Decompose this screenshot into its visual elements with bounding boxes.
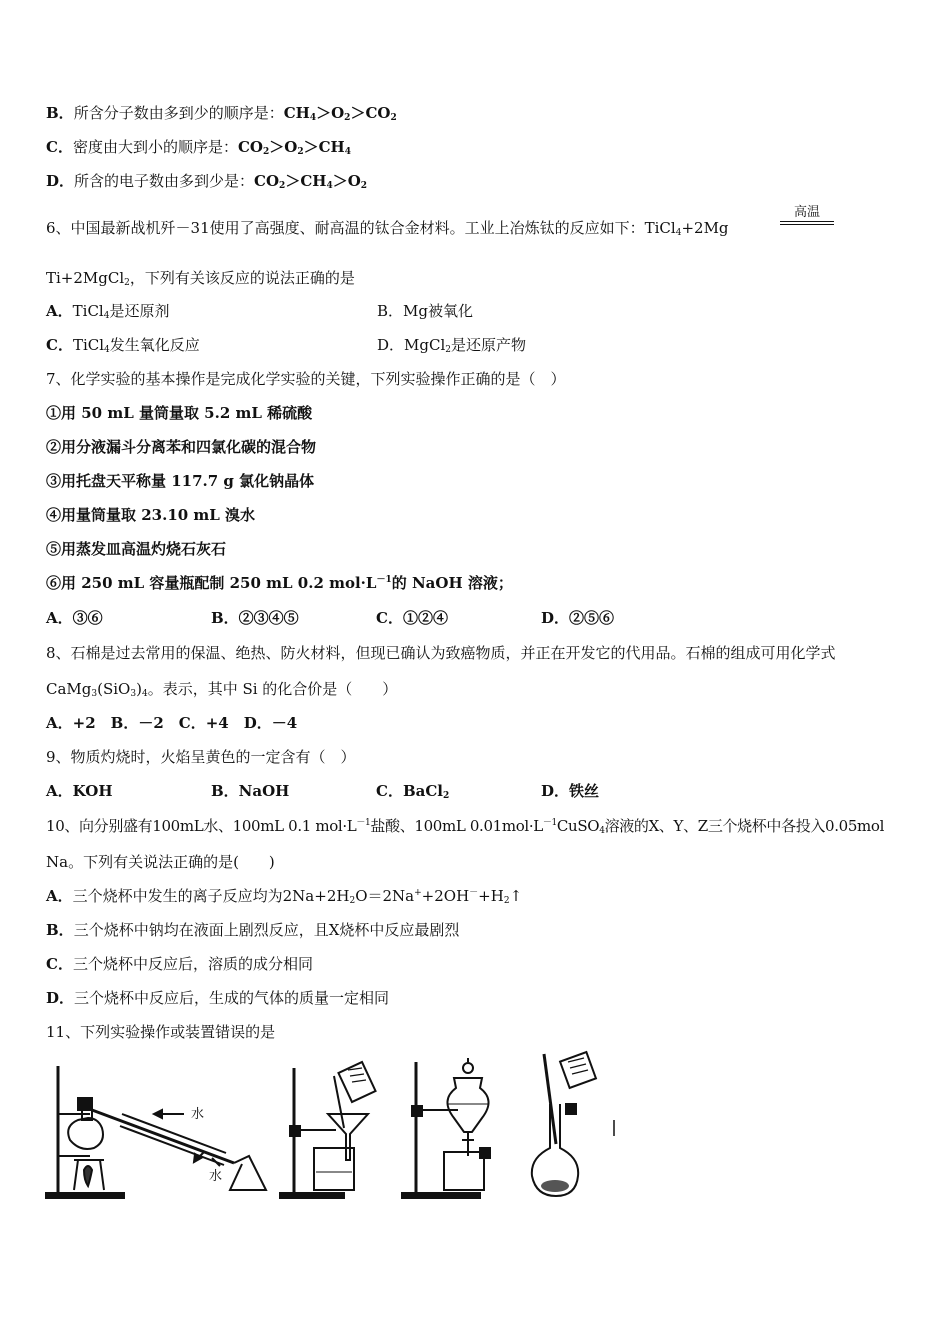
q6-options-row1 [46,301,473,321]
q7-option-a: A．③⑥ [46,609,103,627]
q6-option-b: B．Mg被氧化 [377,302,473,320]
separatory-funnel-apparatus [402,1058,490,1198]
water-inlet-label: 水 [191,1107,205,1122]
q7-item-6: ⑥用 250 mL 容量瓶配制 250 mL 0.2 $mol\cdot L^{-1}$的 NaOH 溶液； [46,574,513,592]
q8-stem: 8、石棉是过去常用的保温、绝热、防火材料，但现已确认为致癌物质，并正在开发它的代用品。石棉的组成可用化学式 [46,644,836,662]
filtration-apparatus [280,1062,376,1198]
q7-stem: 7、化学实验的基本操作是完成化学实验的关键，下列实验操作正确的是（ ） [46,370,566,388]
q7-option-c: C．①②④ [376,609,448,627]
q6-stem: 6、中国最新战机歼－31使用了高强度、耐高温的钛合金材料。工业上冶炼钛的反应如下：TiCl$_4$+2Mg [46,219,729,238]
q7-option-d: D．②⑤⑥ [541,609,615,627]
q8-options: A．+2 B．－2 C．+4 D．－4 [46,714,298,732]
volumetric-flask-apparatus [532,1052,614,1196]
q6-options-row2 [46,335,526,355]
q9-option-d: D．铁丝 [541,782,600,800]
q5-option-b: B．所含分子数由多到少的顺序是：$CH_4>O_2>CO_2$ [46,104,397,123]
q8-formula: $CaMg_3(SiO_3)_4$。表示，其中 Si 的化合价是（ ） [46,680,398,699]
water-outlet-label: 水 [209,1169,223,1184]
q7-item-5: ⑤用蒸发皿高温灼烧石灰石 [46,540,227,558]
q7-item-2: ②用分液漏斗分离苯和四氯化碳的混合物 [46,438,317,456]
q9-option-c: C．BaCl$_2$ [376,782,450,801]
q7-options [46,608,614,628]
q9-stem: 9、物质灼烧时，火焰呈黄色的一定含有（ ） [46,748,356,766]
q5-option-c: C．密度由大到小的顺序是：$CO_2>O_2>CH_4$ [46,138,351,157]
q10-stem: 10、向分别盛有100mL水、100mL 0.1 $mol\cdot L^{-1}$盐酸、100mL $0.01mol\cdot L^{-1}CuSO_4$溶液的X、Y、Z三个烧杯中各投入0.05mol [46,817,885,836]
q5-option-d: D．所含的电子数由多到少是：$CO_2>CH_4>O_2$ [46,172,368,191]
distillation-apparatus [46,1066,266,1198]
q7-item-3: ③用托盘天平称量 117.7 g 氯化钠晶体 [46,472,315,490]
q10-option-b: B．三个烧杯中钠均在液面上剧烈反应，且X烧杯中反应最剧烈 [46,921,460,939]
reaction-condition: 高温 [780,206,834,225]
q7-item-1: ①用 50 mL 量筒量取 5.2 mL 稀硫酸 [46,404,313,422]
q6-stem-continued: Ti+2MgCl$_2$，下列有关该反应的说法正确的是 [46,269,355,288]
q7-option-b: B．②③④⑤ [211,609,299,627]
q10-option-a: A．三个烧杯中发生的离子反应均为$2Na+2H_2O=2Na^++2OH^-+H_2↑$ [46,887,523,906]
q9-option-b: B．NaOH [211,782,290,800]
q10-stem-continued: Na。下列有关说法正确的是( ) [46,853,275,871]
q11-stem: 11、下列实验操作或装置错误的是 [46,1023,276,1041]
q6-option-d: D．MgCl$_2$是还原产物 [377,336,527,355]
q6-option-c: C．TiCl$_4$发生氧化反应 [46,336,200,355]
q10-option-c: C．三个烧杯中反应后，溶质的成分相同 [46,955,313,973]
q10-option-d: D．三个烧杯中反应后，生成的气体的质量一定相同 [46,989,390,1007]
q6-option-a: A．TiCl$_4$是还原剂 [46,302,170,321]
q9-options [46,781,599,801]
q9-option-a: A．KOH [46,782,113,800]
lab-apparatus-figure [44,1048,624,1208]
q7-item-4: ④用量筒量取 23.10 mL 溴水 [46,506,256,524]
